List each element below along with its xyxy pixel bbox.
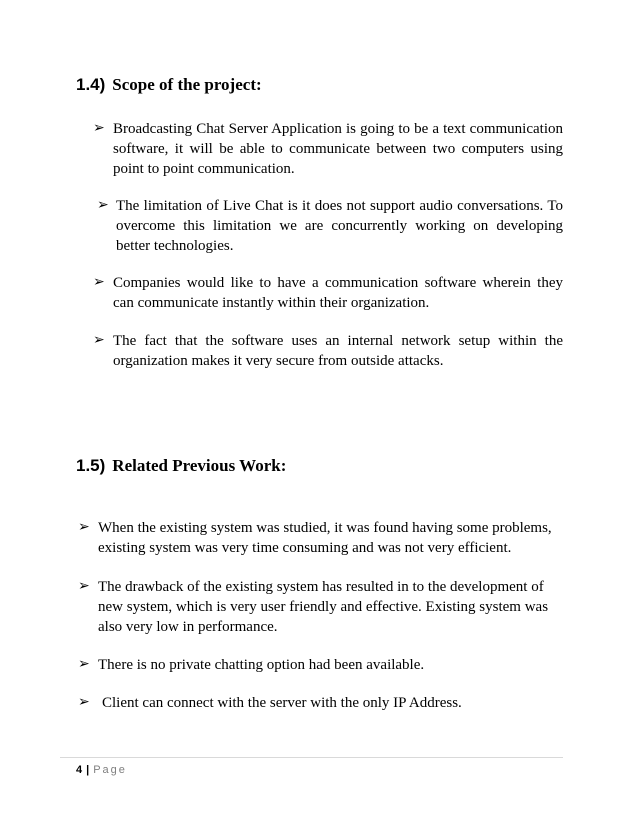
arrow-bullet-icon: ➢ [93, 275, 105, 290]
bullet-item [97, 196, 563, 256]
page-label: Page [93, 764, 127, 776]
bullet-item [78, 693, 558, 713]
section-title: Related Previous Work: [112, 456, 287, 475]
section-heading-related-work [76, 456, 286, 476]
bullet-text: The limitation of Live Chat is it does not support audio conversations. To overcome this limitation we are concurrently working on developing better technologies. [116, 198, 563, 254]
footer-separator: | [86, 764, 90, 776]
bullet-item [78, 518, 558, 558]
section-number: 1.5) [76, 456, 106, 475]
section-number: 1.4) [76, 75, 106, 94]
bullet-item [93, 119, 563, 179]
page-footer [76, 763, 127, 777]
bullet-item [93, 331, 563, 371]
arrow-bullet-icon: ➢ [78, 520, 90, 535]
bullet-text: There is no private chatting option had been available. [98, 657, 425, 673]
bullet-text: The fact that the software uses an internal network setup within the organization makes it very secure from outside attacks. [113, 333, 563, 369]
arrow-bullet-icon: ➢ [93, 121, 105, 136]
footer-divider [60, 757, 563, 758]
bullet-text: When the existing system was studied, it was found having some problems, existing system was very time consuming and was not very efficient. [98, 520, 552, 556]
arrow-bullet-icon: ➢ [93, 333, 105, 348]
arrow-bullet-icon: ➢ [78, 579, 90, 594]
arrow-bullet-icon: ➢ [78, 657, 90, 672]
bullet-item [78, 655, 558, 675]
page-number: 4 [76, 764, 83, 776]
bullet-text: Broadcasting Chat Server Application is going to be a text communication software, it will be able to communicate between two computers using point to point communication. [113, 121, 563, 177]
bullet-item [93, 273, 563, 313]
section-heading-scope [76, 75, 262, 95]
section-title: Scope of the project: [112, 75, 262, 94]
bullet-text: Companies would like to have a communication software wherein they can communicate instantly within their organization. [113, 275, 563, 311]
bullet-text: The drawback of the existing system has resulted in to the development of new system, which is very user friendly and effective. Existing system was also very low in performance. [98, 579, 549, 635]
bullet-item [78, 577, 558, 637]
arrow-bullet-icon: ➢ [78, 695, 90, 710]
arrow-bullet-icon: ➢ [97, 198, 109, 213]
bullet-text: Client can connect with the server with the only IP Address. [102, 695, 462, 711]
